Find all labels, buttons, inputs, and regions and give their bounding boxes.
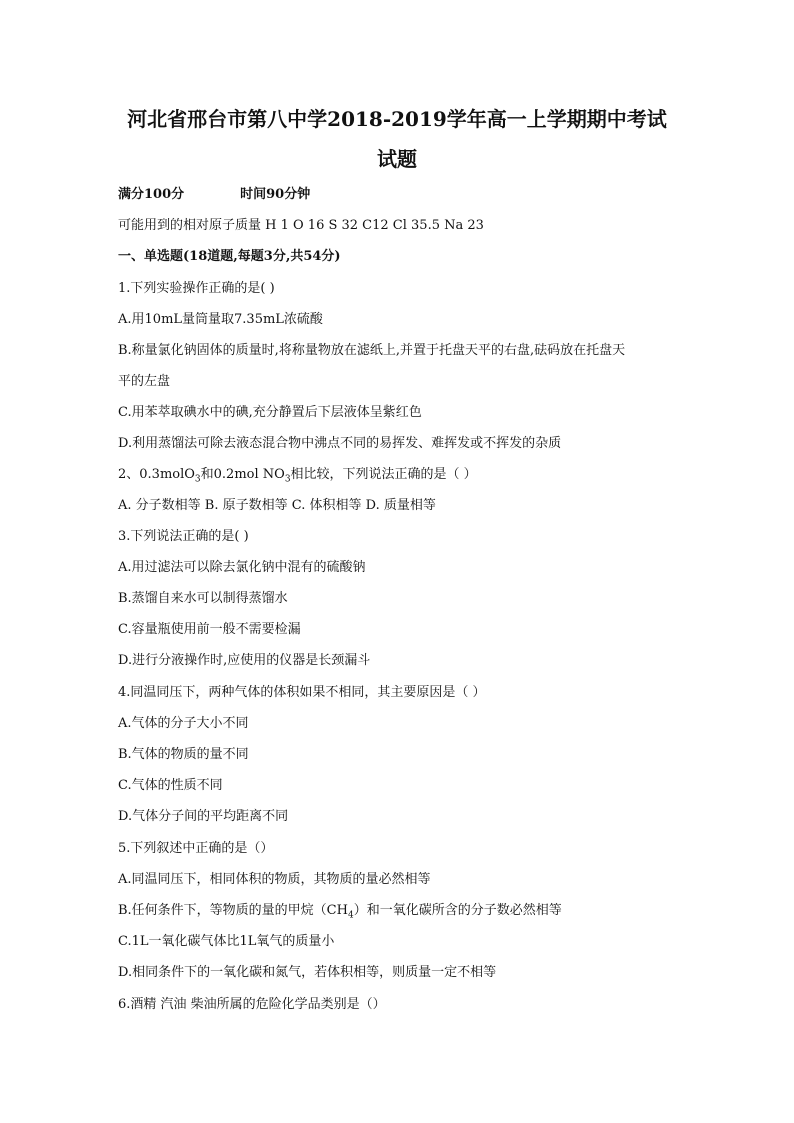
question-1-stem: 1.下列实验操作正确的是( ) xyxy=(118,281,275,296)
document-title-line1: 河北省邢台市第八中学2018-2019学年高一上学期期中考试 xyxy=(127,107,667,131)
question-5-subscript: 4 xyxy=(347,910,354,921)
question-1-option-b-line2: 平的左盘 xyxy=(118,374,171,389)
question-1-option-b-line1: B.称量氯化钠固体的质量时,将称量物放在滤纸上,并置于托盘天平的右盘,砝码放在托盘天 xyxy=(118,343,626,358)
question-2-options: A. 分子数相等 B. 原子数相等 C. 体积相等 D. 质量相等 xyxy=(118,498,436,513)
question-5-option-b xyxy=(118,902,562,920)
section-heading: 一、单选题(18道题,每题3分,共54分) xyxy=(118,249,341,264)
atomic-masses: 可能用到的相对原子质量 H 1 O 16 S 32 C12 Cl 35.5 Na 23 xyxy=(118,218,484,233)
question-1-option-a: A.用10mL量筒量取7.35mL浓硫酸 xyxy=(118,312,323,327)
question-2-stem xyxy=(118,466,477,484)
question-3-option-c: C.容量瓶使用前一般不需要检漏 xyxy=(118,622,301,637)
question-2-stem-part1: 2、0.3molO xyxy=(118,467,195,482)
exam-info xyxy=(118,186,310,204)
question-2-subscript-1: 3 xyxy=(194,474,201,485)
question-4-option-a: A.气体的分子大小不同 xyxy=(118,716,249,731)
document-title-line2: 试题 xyxy=(377,147,417,171)
question-4-option-d: D.气体分子间的平均距离不同 xyxy=(118,809,289,824)
question-5-stem: 5.下列叙述中正确的是（） xyxy=(118,841,274,856)
question-5-option-a: A.同温同压下，相同体积的物质，其物质的量必然相等 xyxy=(118,872,431,887)
question-6-stem: 6.酒精 汽油 柴油所属的危险化学品类别是（） xyxy=(118,997,386,1012)
question-4-option-c: C.气体的性质不同 xyxy=(118,778,223,793)
question-4-stem: 4.同温同压下，两种气体的体积如果不相同，其主要原因是（ ） xyxy=(118,685,486,700)
question-2-stem-part2: 和0.2mol NO xyxy=(200,467,285,482)
question-1-option-d: D.利用蒸馏法可除去液态混合物中沸点不同的易挥发、难挥发或不挥发的杂质 xyxy=(118,436,562,451)
question-3-stem: 3.下列说法正确的是( ) xyxy=(118,529,249,544)
question-2-subscript-2: 3 xyxy=(284,474,291,485)
exam-time: 时间90分钟 xyxy=(240,187,311,202)
question-2-stem-part3: 相比较，下列说法正确的是（ ） xyxy=(290,467,477,482)
question-5-option-d: D.相同条件下的一氧化碳和氮气，若体积相等，则质量一定不相等 xyxy=(118,965,497,980)
question-3-option-a: A.用过滤法可以除去氯化钠中混有的硫酸钠 xyxy=(118,560,366,575)
question-5-option-b-part2: ）和一氧化碳所含的分子数必然相等 xyxy=(353,903,562,918)
question-3-option-d: D.进行分液操作时,应使用的仪器是长颈漏斗 xyxy=(118,653,371,668)
question-5-option-b-part1: B.任何条件下，等物质的量的甲烷（CH xyxy=(118,903,348,918)
full-score: 满分100分 xyxy=(118,187,185,202)
question-1-option-c: C.用苯萃取碘水中的碘,充分静置后下层液体呈紫红色 xyxy=(118,405,422,420)
question-4-option-b: B.气体的物质的量不同 xyxy=(118,747,249,762)
question-5-option-c: C.1L一氧化碳气体比1L氧气的质量小 xyxy=(118,934,335,949)
question-3-option-b: B.蒸馏自来水可以制得蒸馏水 xyxy=(118,591,288,606)
